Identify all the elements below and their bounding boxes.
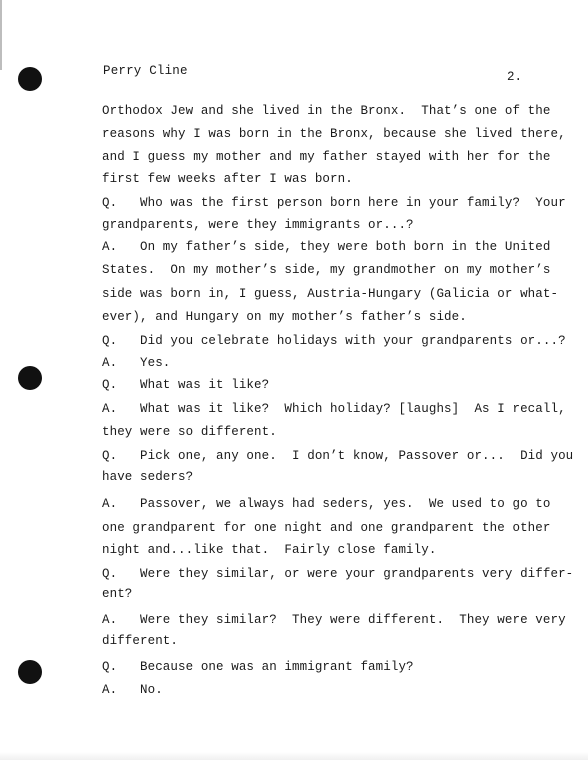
transcript-line: ent? — [102, 587, 133, 601]
transcript-line: first few weeks after I was born. — [102, 172, 353, 186]
answer-line: A. On my father’s side, they were both born in the United — [102, 240, 551, 254]
scan-bottom-edge — [0, 752, 588, 760]
page-number: 2. — [507, 70, 523, 84]
question-line: Q. Were they similar, or were your grandparents very differ- — [102, 567, 574, 581]
transcript-line: they were so different. — [102, 425, 277, 439]
transcript-line: reasons why I was born in the Bronx, because she lived there, — [102, 127, 566, 141]
transcript-line: States. On my mother’s side, my grandmother on my mother’s — [102, 263, 551, 277]
transcript-line: Orthodox Jew and she lived in the Bronx. That’s one of the — [102, 104, 551, 118]
question-line: Q. Who was the first person born here in your family? Your — [102, 196, 566, 210]
transcript-line: one grandparent for one night and one grandparent the other — [102, 521, 551, 535]
answer-line: A. Were they similar? They were different. They were very — [102, 613, 566, 627]
transcript-line: have seders? — [102, 470, 194, 484]
question-line: Q. Pick one, any one. I don’t know, Passover or... Did you — [102, 449, 574, 463]
binder-hole-top — [18, 67, 42, 91]
transcript-line: and I guess my mother and my father stayed with her for the — [102, 150, 551, 164]
scan-edge-mark — [0, 0, 2, 70]
answer-line: A. No. — [102, 683, 163, 697]
transcript-line: side was born in, I guess, Austria-Hungary (Galicia or what- — [102, 287, 559, 301]
question-line: Q. What was it like? — [102, 378, 270, 392]
transcript-line: grandparents, were they immigrants or...? — [102, 218, 414, 232]
question-line: Q. Did you celebrate holidays with your grandparents or...? — [102, 334, 566, 348]
answer-line: A. Passover, we always had seders, yes. We used to go to — [102, 497, 551, 511]
binder-hole-bottom — [18, 660, 42, 684]
answer-line: A. What was it like? Which holiday? [laughs] As I recall, — [102, 402, 566, 416]
transcript-line: different. — [102, 634, 179, 648]
transcript-line: ever), and Hungary on my mother’s father’s side. — [102, 310, 467, 324]
binder-hole-middle — [18, 366, 42, 390]
transcript-line: night and...like that. Fairly close family. — [102, 543, 437, 557]
header-interviewee-name: Perry Cline — [103, 64, 188, 78]
question-line: Q. Because one was an immigrant family? — [102, 660, 414, 674]
answer-line: A. Yes. — [102, 356, 171, 370]
